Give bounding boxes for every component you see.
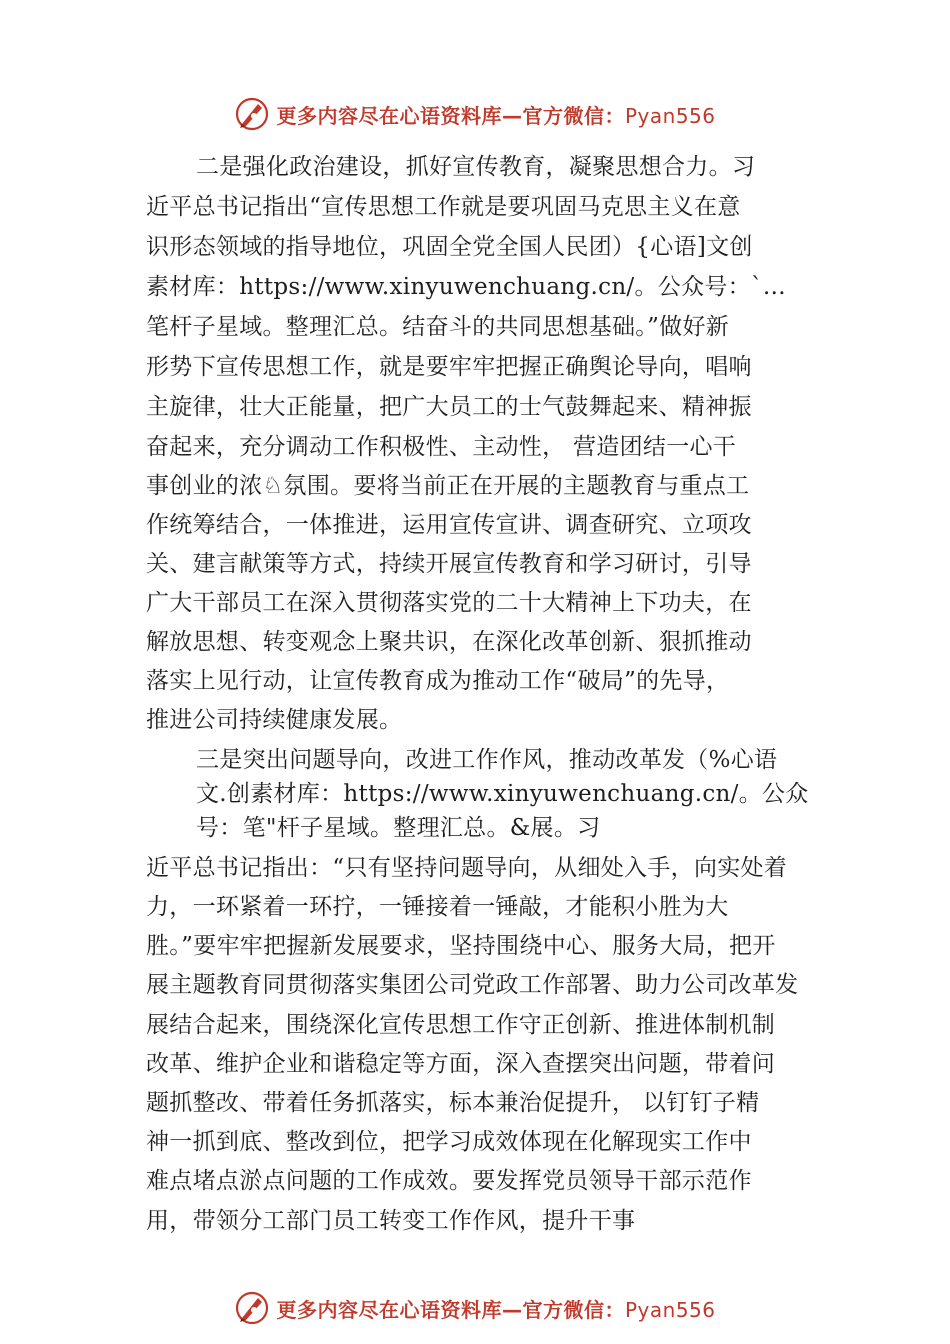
text-line: 用，带领分工部门员工转变工作作风，提升干事	[146, 1208, 636, 1234]
text-line: 事创业的浓♘氛围。要将当前正在开展的主题教育与重点工	[146, 473, 750, 499]
text-line: 奋起来，充分调动工作积极性、主动性， 营造团结一心干	[146, 434, 737, 460]
watermark-banner-bottom	[0, 1286, 950, 1330]
text-line: 力，一环紧着一环拧，一锤接着一锤敲，才能积小胜为大	[146, 894, 729, 920]
text-line: 主旋律，壮大正能量，把广大员工的士气鼓舞起来、精神振	[146, 394, 752, 420]
text-line: 识形态领域的指导地位，巩固全党全国人民团）{心语]文创	[146, 234, 753, 260]
text-line: 神一抓到底、整改到位，把学习成效体现在化解现实工作中	[146, 1129, 752, 1155]
watermark-text-bottom: 更多内容尽在心语资料库—官方微信：Pyan556	[276, 1297, 716, 1322]
pen-logo-icon	[234, 1290, 270, 1326]
text-line: 落实上见行动，让宣传教育成为推动工作“破局”的先导，	[146, 668, 730, 694]
text-line: 笔杆子星域。整理汇总。结奋斗的共同思想基础。”做好新	[146, 314, 730, 340]
pen-logo-icon	[234, 96, 270, 132]
watermark-text-top: 更多内容尽在心语资料库—官方微信：Pyan556	[276, 103, 716, 128]
text-line: 推进公司持续健康发展。	[146, 707, 403, 733]
text-line: 展主题教育同贯彻落实集团公司党政工作部署、助力公司改革发	[146, 972, 799, 998]
text-line: 关、建言献策等方式，持续开展宣传教育和学习研讨，引导	[146, 551, 752, 577]
text-line: 作统筹结合，一体推进，运用宣传宣讲、调查研究、立项攻	[146, 512, 752, 538]
text-line: 二是强化政治建设，抓好宣传教育，凝聚思想合力。习	[196, 154, 756, 180]
text-line: 解放思想、转变观念上聚共识，在深化改革创新、狠抓推动	[146, 629, 752, 655]
text-line: 近平总书记指出“宣传思想工作就是要巩固马克思主义在意	[146, 194, 741, 220]
text-line: 近平总书记指出：“只有坚持问题导向，从细处入手，向实处着	[146, 855, 788, 881]
text-line: 三是突出问题导向，改进工作作风，推动改革发（%心语	[196, 747, 778, 773]
text-line: 胜。”要牢牢把握新发展要求，坚持围绕中心、服务大局，把开	[146, 933, 776, 959]
text-line: 文.创素材库：https://www.xinyuwenchuang.cn/。公众	[196, 781, 809, 807]
text-line: 难点堵点淤点问题的工作成效。要发挥党员领导干部示范作	[146, 1168, 752, 1194]
text-line: 广大干部员工在深入贯彻落实党的二十大精神上下功夫，在	[146, 590, 752, 616]
watermark-banner-top	[0, 92, 950, 136]
text-line: 素材库：https://www.xinyuwenchuang.cn/。公众号：`…	[146, 274, 787, 300]
text-line: 形势下宣传思想工作，就是要牢牢把握正确舆论导向，唱响	[146, 354, 752, 380]
text-line: 号：笔"杆子星域。整理汇总。&展。习	[196, 815, 601, 841]
text-line: 题抓整改、带着任务抓落实，标本兼治促提升， 以钉钉子精	[146, 1090, 760, 1116]
text-line: 展结合起来，围绕深化宣传思想工作守正创新、推进体制机制	[146, 1012, 776, 1038]
text-line: 改革、维护企业和谐稳定等方面，深入查摆突出问题，带着问	[146, 1051, 776, 1077]
